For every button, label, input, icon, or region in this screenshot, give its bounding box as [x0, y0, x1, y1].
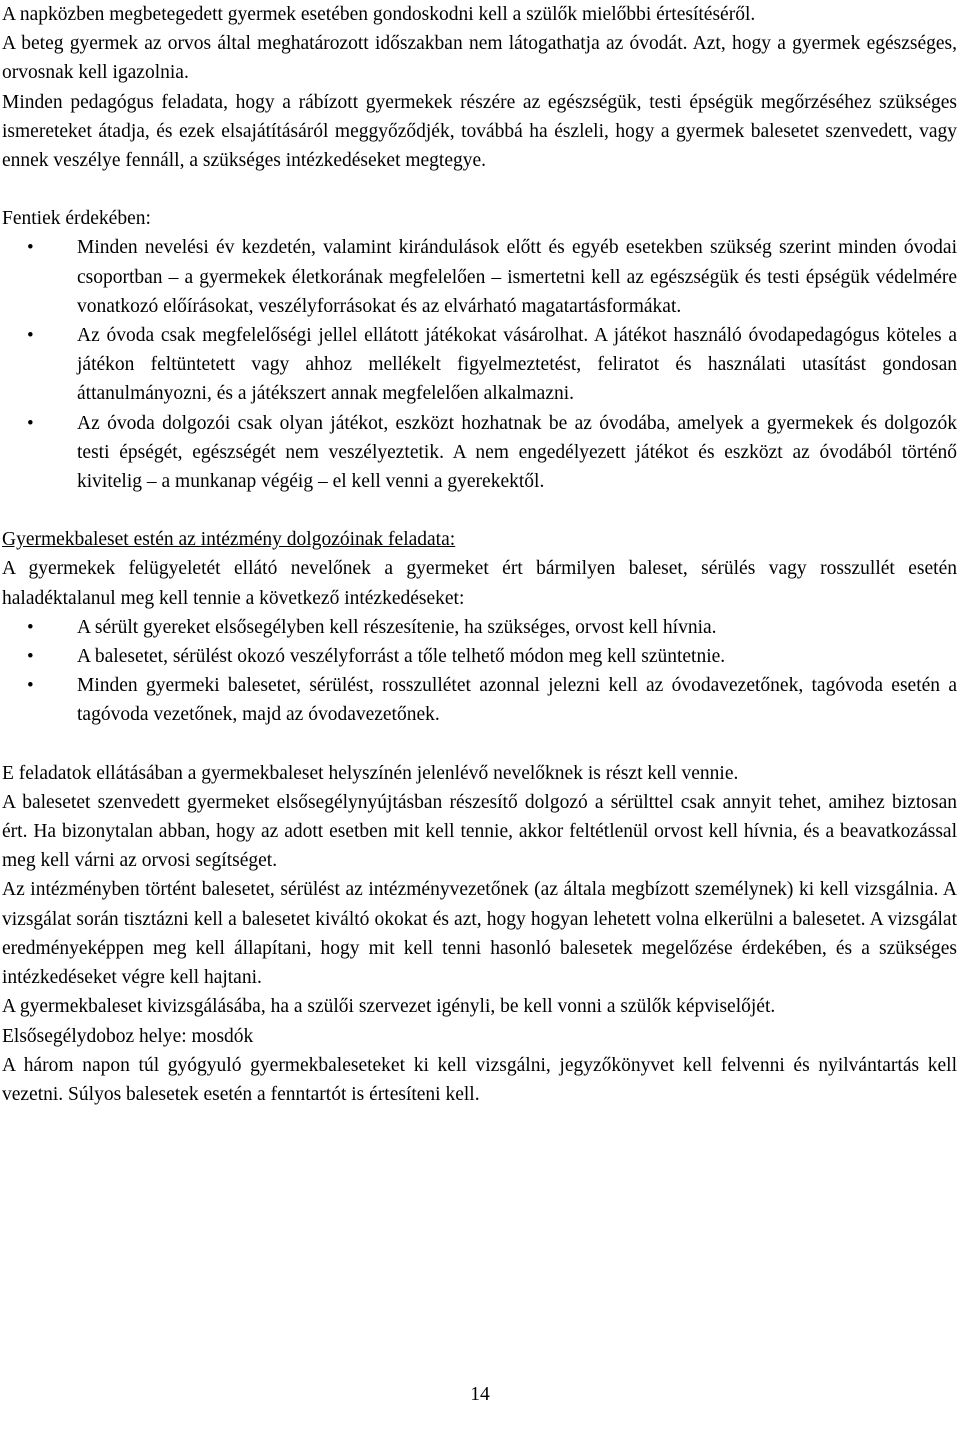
bullet-icon: •: [27, 675, 34, 697]
page-number: 14: [470, 1384, 490, 1405]
closing-paragraph-1: E feladatok ellátásában a gyermekbaleset helyszínén jelenlévő nevelőknek is részt kell vennie.: [2, 762, 739, 784]
closing-paragraph-4: A gyermekbaleset kivizsgálásába, ha a szülői szervezet igényli, be kell vonni a szülők képviselőjét.: [2, 996, 776, 1018]
spacer: [2, 175, 957, 204]
section1-lead: Fentiek érdekében:: [2, 208, 151, 230]
bullet-icon: •: [27, 616, 34, 638]
list-item: • Minden gyermeki balesetet, sérülést, rosszullétet azonnal jelezni kell az óvodavezetőnek, tagóvoda esetén a tagóvoda vezetőnek, majd az óvodavezetőnek.: [2, 671, 957, 729]
bullet-icon: •: [27, 237, 34, 259]
first-aid-box-location: Elsősegélydoboz helye: mosdók: [2, 1025, 254, 1047]
spacer: [2, 730, 957, 759]
bullet-icon: •: [27, 325, 34, 347]
bullet-icon: •: [27, 646, 34, 668]
closing-paragraph-2: A balesetet szenvedett gyermeket elsősegélynyújtásban részesítő dolgozó a sérülttel csak annyit tehet, amihez biztosan ért. Ha bizonytalan abban, hogy az adott esetben mit kell tennie, akkor feltétlenül orvost kell hívnia, és a beavatkozással meg kell várni az orvosi segítséget.: [2, 791, 957, 872]
list-item: • A sérült gyereket elsősegélyben kell részesítenie, ha szükséges, orvost kell hívnia.: [2, 613, 957, 642]
bullet-icon: •: [27, 412, 34, 434]
section2-heading: Gyermekbaleset estén az intézmény dolgozóinak feladata:: [2, 529, 456, 551]
spacer: [2, 496, 957, 525]
intro-paragraph-1: A napközben megbetegedett gyermek esetében gondoskodni kell a szülők mielőbbi értesítéséről.: [2, 4, 756, 25]
closing-paragraph-6: A három napon túl gyógyuló gyermekbaleseteket ki kell vizsgálni, jegyzőkönyvet kell felvenni és nyilvántartás kell vezetni. Súlyos balesetek esetén a fenntartót is értesíteni kell.: [2, 1054, 957, 1105]
list-item: • Az óvoda dolgozói csak olyan játékot, eszközt hozhatnak be az óvodába, amelyek a gyermekek és dolgozók testi épségét, egészségét nem veszélyeztetik. A nem engedélyezett játékot és eszközt az óvodából történő kivitelig – a munkanap végéig – el kell venni a gyerekektől.: [2, 409, 957, 497]
list-item: • Minden nevelési év kezdetén, valamint kirándulások előtt és egyéb esetekben szükség szerint minden óvodai csoportban – a gyermekek életkorának megfelelően – ismertetni kell az egészségük és testi épségük védelmére vonatkozó előírásokat, veszélyforrásokat és az elvárható magatartásformákat.: [2, 233, 957, 321]
intro-paragraph-2: A beteg gyermek az orvos által meghatározott időszakban nem látogathatja az óvodát. Azt, hogy a gyermek egészséges, orvosnak kell igazolnia.: [2, 33, 957, 84]
section2-lead: A gyermekek felügyeletét ellátó nevelőnek a gyermeket ért bármilyen baleset, sérülés vagy rosszullét esetén haladéktalanul meg kell tennie a következő intézkedéseket:: [2, 558, 957, 609]
section1-list: [2, 233, 957, 496]
list-item: • Az óvoda csak megfelelőségi jellel ellátott játékokat vásárolhat. A játékot használó óvodapedagógus köteles a játékon feltüntetett vagy ahhoz mellékelt figyelmeztetést, feliratot és használati utasítást gondosan áttanulmányozni, és a játékszert annak megfelelően alkalmazni.: [2, 321, 957, 409]
closing-paragraph-3: Az intézményben történt balesetet, sérülést az intézményvezetőnek (az általa megbízott személynek) ki kell vizsgálnia. A vizsgálat során tisztázni kell a balesetet kiváltó okokat és azt, hogy hogyan lehetett volna elkerülni a balesetet. A vizsgálat eredményeképpen meg kell állapítani, hogy mit kell tenni hasonló balesetek megelőzése érdekében, és a szükséges intézkedéseket végre kell hajtani.: [2, 879, 957, 989]
document-page: [2, 0, 957, 1109]
section2-list: [2, 613, 957, 730]
intro-paragraph-3: Minden pedagógus feladata, hogy a rábízott gyermekek részére az egészségük, testi épségük megőrzéséhez szükséges ismereteket átadja, és ezek elsajátításáról meggyőződjék, továbbá ha észleli, hogy a gyermek balesetet szenvedett, vagy ennek veszélye fennáll, a szükséges intézkedéseket megtegye.: [2, 91, 957, 172]
list-item: • A balesetet, sérülést okozó veszélyforrást a tőle telhető módon meg kell szüntetnie.: [2, 642, 957, 671]
